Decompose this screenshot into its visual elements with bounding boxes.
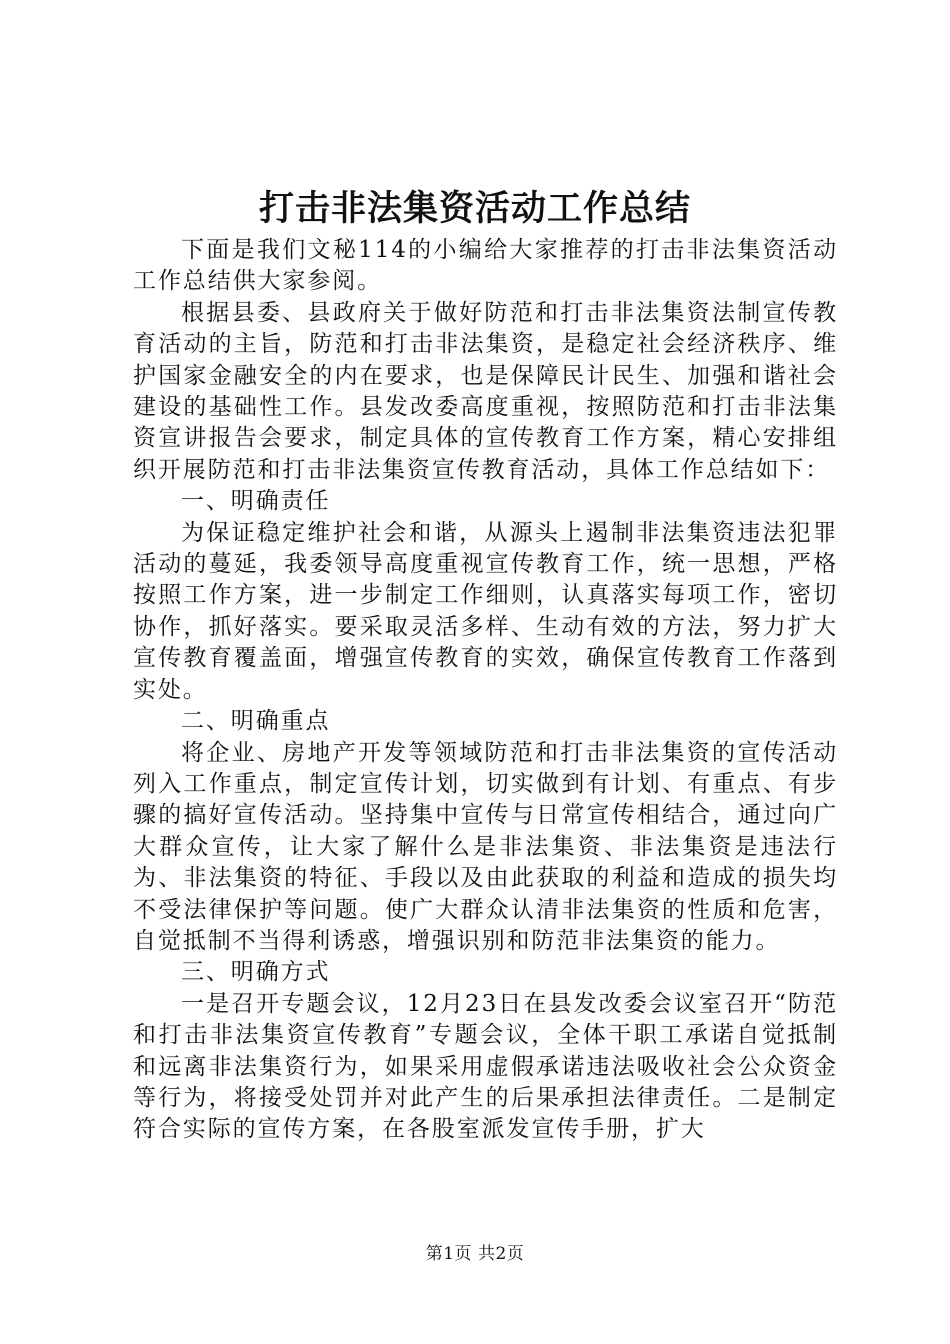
responsibility-paragraph: 为保证稳定维护社会和谐，从源头上遏制非法集资违法犯罪活动的蔓延，我委领导高度重视宣传教育工作，统一思想，严格按照工作方案，进一步制定工作细则，认真落实每项工作，密切协作，抓好落实。要采取灵活多样、生动有效的方法，努力扩大宣传教育覆盖面，增强宣传教育的实效，确保宣传教育工作落到实处。	[133, 519, 838, 703]
page-number-footer: 第1页 共2页	[425, 1244, 525, 1264]
document-body	[133, 235, 838, 1146]
background-paragraph: 根据县委、县政府关于做好防范和打击非法集资法制宣传教育活动的主旨，防范和打击非法集资，是稳定社会经济秩序、维护国家金融安全的内在要求，也是保障民计民生、加强和谐社会建设的基础性工作。县发改委高度重视，按照防范和打击非法集资宣讲报告会要求，制定具体的宣传教育工作方案，精心安排组织开展防范和打击非法集资宣传教育活动，具体工作总结如下：	[133, 299, 838, 483]
section-heading-responsibility: 一、明确责任	[181, 488, 331, 515]
intro-paragraph: 下面是我们文秘114的小编给大家推荐的打击非法集资活动工作总结供大家参阅。	[133, 237, 838, 295]
document-title: 打击非法集资活动工作总结	[258, 188, 691, 229]
section-heading-methods: 三、明确方式	[181, 959, 331, 986]
methods-paragraph: 一是召开专题会议，12月23日在县发改委会议室召开“防范和打击非法集资宣传教育”专题会议，全体干职工承诺自觉抵制和远离非法集资行为，如果采用虚假承诺违法吸收社会公众资金等行为，将接受处罚并对此产生的后果承担法律责任。二是制定符合实际的宣传方案，在各股室派发宣传手册，扩大	[133, 990, 838, 1143]
focus-paragraph: 将企业、房地产开发等领域防范和打击非法集资的宣传活动列入工作重点，制定宣传计划，切实做到有计划、有重点、有步骤的搞好宣传活动。坚持集中宣传与日常宣传相结合，通过向广大群众宣传，让大家了解什么是非法集资、非法集资是违法行为、非法集资的特征、手段以及由此获取的利益和造成的损失均不受法律保护等问题。使广大群众认清非法集资的性质和危害，自觉抵制不当得利诱惑，增强识别和防范非法集资的能力。	[133, 739, 838, 954]
section-heading-focus: 二、明确重点	[181, 708, 331, 735]
